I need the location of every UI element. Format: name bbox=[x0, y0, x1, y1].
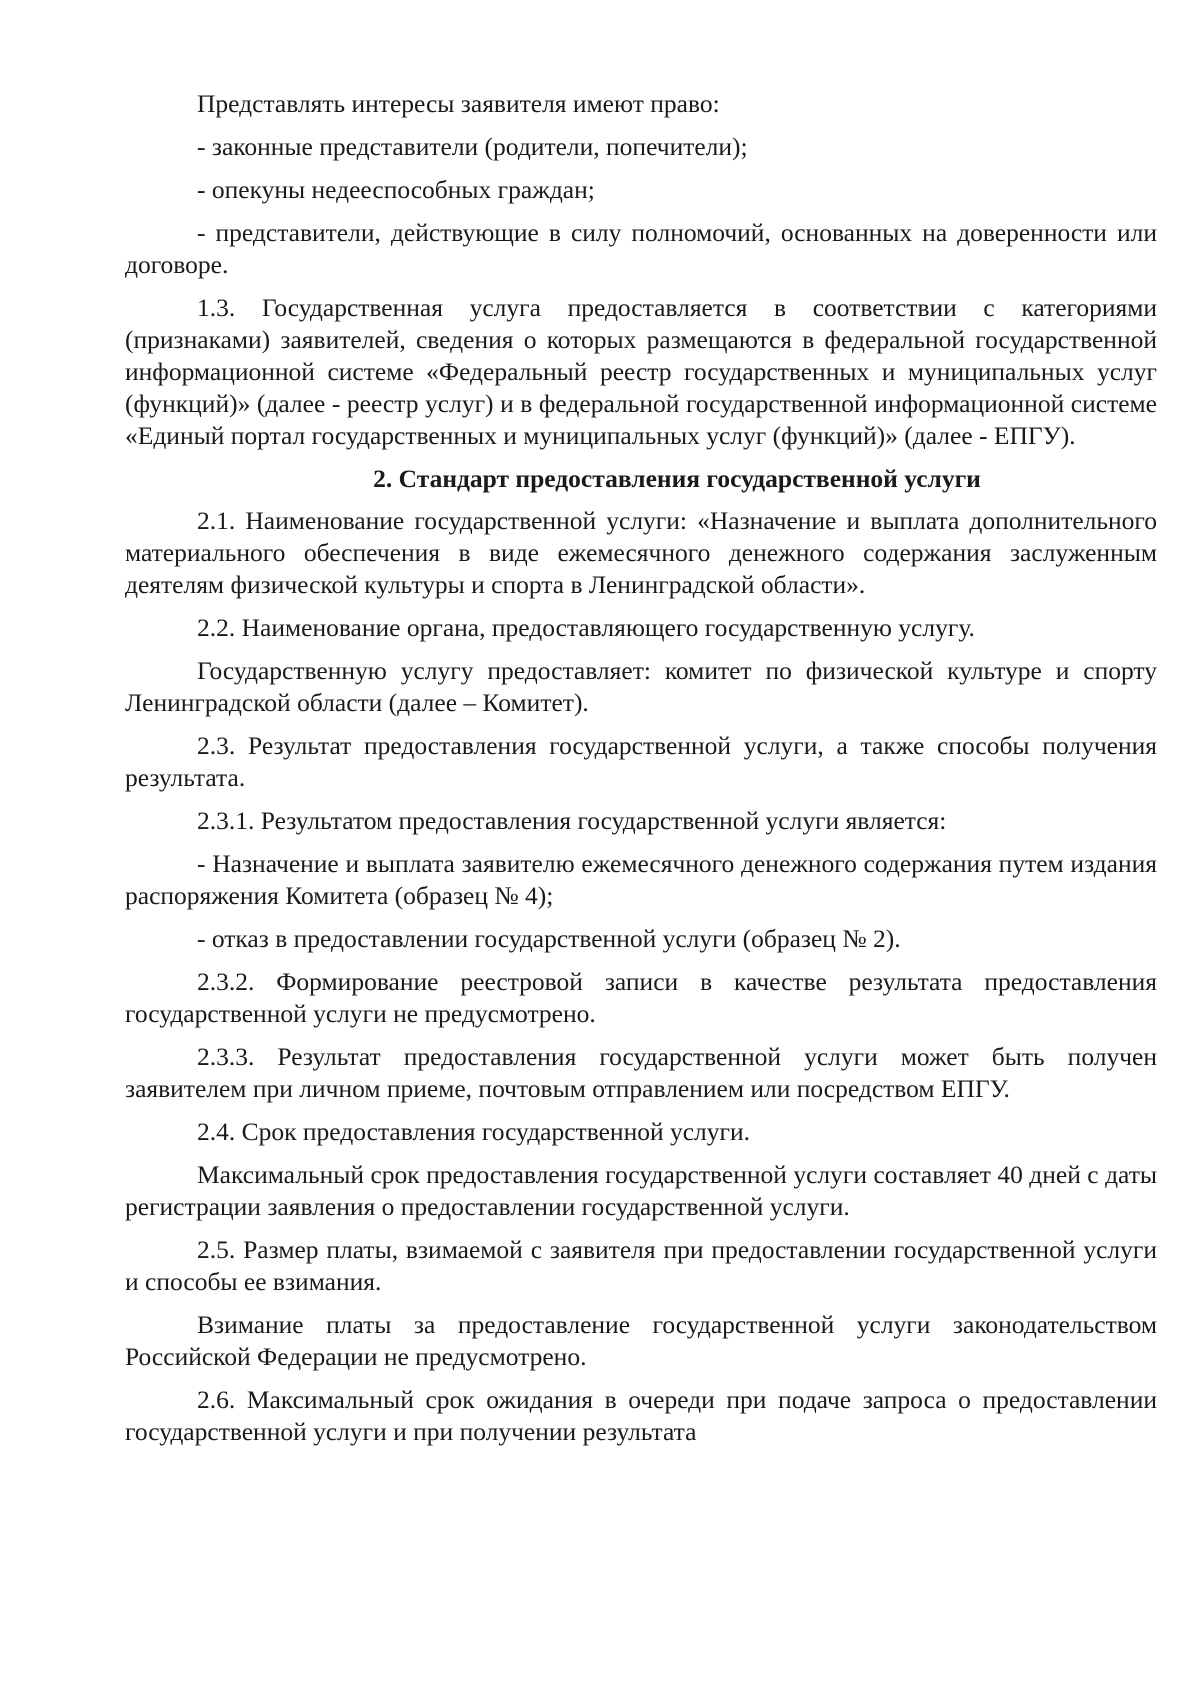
paragraph-representatives-intro: Представлять интересы заявителя имеют право: bbox=[197, 89, 720, 118]
paragraph-max-term: Максимальный срок предоставления государственной услуги составляет 40 дней с даты регистрации заявления о предоставлении государственной услуги. bbox=[125, 1160, 1157, 1221]
document-page bbox=[125, 88, 1157, 1459]
paragraph-2-3: 2.3. Результат предоставления государственной услуги, а также способы получения результата. bbox=[125, 731, 1157, 792]
paragraph-legal-representatives: - законные представители (родители, попечители); bbox=[197, 132, 748, 161]
paragraph-2-3-2: 2.3.2. Формирование реестровой записи в качестве результата предоставления государственной услуги не предусмотрено. bbox=[125, 967, 1157, 1028]
paragraph-2-6: 2.6. Максимальный срок ожидания в очереди при подаче запроса о предоставлении государственной услуги и при получении результата bbox=[125, 1385, 1157, 1446]
paragraph-no-fee: Взимание платы за предоставление государственной услуги законодательством Российской Федерации не предусмотрено. bbox=[125, 1310, 1157, 1371]
paragraph-2-1: 2.1. Наименование государственной услуги: «Назначение и выплата дополнительного материального обеспечения в виде ежемесячного денежного содержания заслуженным деятелям физической культуры и спорта в Ленинградской области». bbox=[125, 506, 1157, 599]
paragraph-result-refusal: - отказ в предоставлении государственной услуги (образец № 2). bbox=[197, 924, 901, 953]
paragraph-guardians: - опекуны недееспособных граждан; bbox=[197, 175, 595, 204]
paragraph-2-3-1: 2.3.1. Результатом предоставления государственной услуги является: bbox=[197, 806, 947, 835]
paragraph-2-4: 2.4. Срок предоставления государственной услуги. bbox=[197, 1117, 751, 1146]
paragraph-2-5: 2.5. Размер платы, взимаемой с заявителя при предоставлении государственной услуги и способы ее взимания. bbox=[125, 1235, 1157, 1296]
section-heading: 2. Стандарт предоставления государственной услуги bbox=[373, 464, 981, 493]
paragraph-2-3-3: 2.3.3. Результат предоставления государственной услуги может быть получен заявителем при личном приеме, почтовым отправлением или посредством ЕПГУ. bbox=[125, 1042, 1157, 1103]
paragraph-provider: Государственную услугу предоставляет: комитет по физической культуре и спорту Ленинградской области (далее – Комитет). bbox=[125, 656, 1157, 717]
paragraph-proxy-representatives: - представители, действующие в силу полномочий, основанных на доверенности или договоре. bbox=[125, 218, 1157, 279]
paragraph-2-2: 2.2. Наименование органа, предоставляющего государственную услугу. bbox=[197, 613, 975, 642]
paragraph-result-assignment: - Назначение и выплата заявителю ежемесячного денежного содержания путем издания распоряжения Комитета (образец № 4); bbox=[125, 849, 1157, 910]
paragraph-1-3: 1.3. Государственная услуга предоставляется в соответствии с категориями (признаками) заявителей, сведения о которых размещаются в федеральной государственной информационной системе «Федеральный реестр государственных и муниципальных услуг (функций)» (далее - реестр услуг) и в федеральной государственной информационной системе «Единый портал государственных и муниципальных услуг (функций)» (далее - ЕПГУ). bbox=[125, 293, 1157, 450]
